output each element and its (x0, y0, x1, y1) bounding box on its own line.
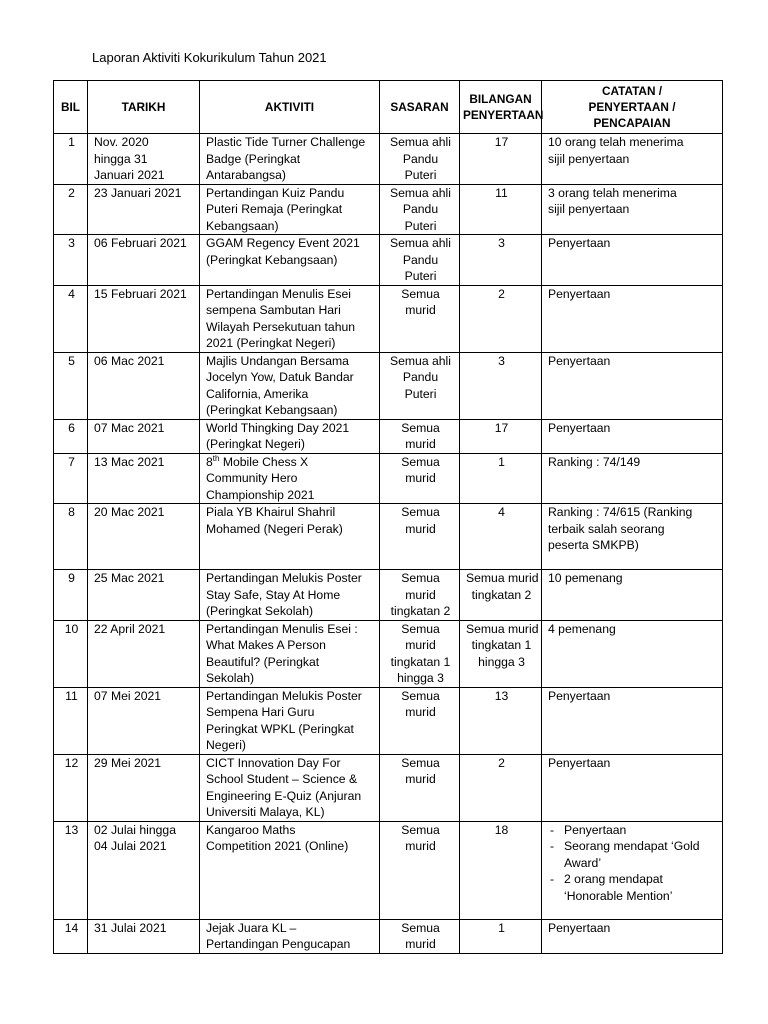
cell-catatan (542, 419, 723, 453)
cell-sasaran (380, 352, 460, 419)
cell-tarikh (88, 134, 200, 185)
catatan-list (548, 822, 718, 905)
aktiviti-line: Jejak Juara KL – (206, 920, 297, 935)
header-bil: BIL (54, 81, 88, 134)
cell-bil: 11 (54, 687, 88, 754)
catatan-list-item (548, 838, 718, 871)
catatan-line: Penyertaan (548, 420, 611, 435)
catatan-list-item (548, 871, 718, 904)
cell-sasaran (380, 687, 460, 754)
cell-bil: 7 (54, 453, 88, 504)
bilangan-line: 2 (498, 755, 505, 770)
table-row (54, 235, 723, 286)
cell-catatan (542, 285, 723, 352)
sasaran-line: murid (405, 772, 436, 786)
catatan-line: - 2 orang mendapat (564, 872, 663, 886)
sasaran-line: Semua ahli (390, 185, 451, 200)
aktiviti-line: (Peringkat Kebangsaan) (206, 252, 338, 267)
sasaran-line: Semua (401, 286, 440, 301)
bilangan-line: tingkatan 2 (471, 587, 532, 602)
catatan-line: peserta SMKPB) (548, 538, 639, 552)
cell-bil: 4 (54, 285, 88, 352)
cell-bilangan (460, 352, 542, 419)
catatan-line: Penyertaan (548, 688, 611, 703)
bilangan-line: 4 (498, 505, 505, 519)
sasaran-line: Puteri (404, 269, 437, 283)
tarikh-line: 29 Mei 2021 (94, 755, 162, 770)
cell-bilangan (460, 453, 542, 504)
aktiviti-line: Piala YB Khairul Shahril (206, 505, 336, 519)
cell-sasaran (380, 453, 460, 504)
header-catatan-line: PENYERTAAN / (588, 100, 676, 114)
catatan-line: Ranking : 74/149 (548, 454, 641, 469)
table-row (54, 919, 723, 953)
table-body (54, 134, 723, 954)
cell-bilangan (460, 419, 542, 453)
sasaran-line: Pandu (402, 151, 439, 166)
aktiviti-line: Pertandingan Menulis Esei (206, 286, 351, 301)
sasaran-line: Semua (401, 688, 440, 703)
catatan-line: - Seorang mendapat ‘Gold (564, 839, 700, 853)
cell-bil: 12 (54, 754, 88, 821)
cell-bil: 10 (54, 620, 88, 687)
catatan-line: 3 orang telah menerima (548, 185, 677, 200)
aktiviti-line: Sekolah) (206, 671, 255, 685)
tarikh-line: 06 Februari 2021 (94, 236, 187, 250)
catatan-line: Penyertaan (548, 920, 611, 935)
cell-bil: 2 (54, 184, 88, 235)
table-row (54, 184, 723, 235)
table-row (54, 821, 723, 919)
header-aktiviti: AKTIVITI (200, 81, 380, 134)
sasaran-line: murid (405, 587, 436, 602)
aktiviti-line: GGAM Regency Event 2021 (206, 236, 360, 250)
cell-aktiviti (200, 919, 380, 953)
header-catatan (542, 81, 723, 134)
cell-bilangan (460, 134, 542, 185)
header-sasaran: SASARAN (380, 81, 460, 134)
bilangan-line: 1 (498, 454, 505, 469)
sasaran-line: Semua (401, 420, 440, 435)
cell-bilangan (460, 620, 542, 687)
cell-tarikh (88, 285, 200, 352)
aktiviti-line: Pertandingan Melukis Poster (206, 571, 362, 585)
aktiviti-text: Mobile Chess X (219, 454, 309, 469)
cell-bilangan (460, 570, 542, 621)
sasaran-line: murid (405, 471, 436, 485)
table-row (54, 419, 723, 453)
tarikh-line: 25 Mac 2021 (94, 571, 165, 585)
aktiviti-line: World Thingking Day 2021 (206, 420, 350, 435)
cell-aktiviti (200, 235, 380, 286)
catatan-line: Penyertaan (548, 286, 611, 301)
catatan-line: Award’ (564, 855, 602, 870)
sasaran-line: Pandu (402, 252, 439, 267)
cell-sasaran (380, 919, 460, 953)
aktiviti-line: Puteri Remaja (Peringkat (206, 202, 343, 216)
bilangan-line: Semua murid (466, 621, 539, 636)
aktiviti-line: Wilayah Persekutuan tahun (206, 319, 356, 334)
cell-tarikh (88, 919, 200, 953)
tarikh-line: 20 Mac 2021 (94, 505, 165, 519)
aktiviti-line: Mohamed (Negeri Perak) (206, 521, 343, 536)
catatan-line: Penyertaan (548, 353, 611, 368)
cell-bilangan (460, 504, 542, 570)
sasaran-line: tingkatan 2 (390, 604, 451, 618)
header-bilangan-line: BILANGAN (469, 92, 532, 106)
header-catatan-line: PENCAPAIAN (593, 116, 671, 130)
sasaran-line: murid (405, 839, 436, 853)
cell-catatan (542, 821, 723, 919)
table-row (54, 504, 723, 570)
sasaran-line: Pandu (402, 202, 439, 216)
cell-catatan (542, 134, 723, 185)
sasaran-line: murid (405, 303, 436, 317)
cell-sasaran (380, 184, 460, 235)
cell-sasaran (380, 570, 460, 621)
cell-aktiviti (200, 134, 380, 185)
cell-tarikh (88, 754, 200, 821)
cell-catatan (542, 352, 723, 419)
aktiviti-line: CICT Innovation Day For (206, 755, 341, 770)
cell-catatan (542, 687, 723, 754)
catatan-line: Penyertaan (548, 755, 611, 770)
cell-catatan (542, 919, 723, 953)
tarikh-line: Nov. 2020 (94, 135, 149, 149)
bilangan-line: hingga 3 (478, 654, 525, 669)
aktiviti-line: Badge (Peringkat (206, 151, 301, 166)
sasaran-line: Semua (401, 454, 440, 469)
bilangan-line: 2 (498, 286, 505, 301)
tarikh-line: 31 Julai 2021 (94, 920, 167, 935)
sasaran-line: Semua (401, 755, 440, 770)
sasaran-line: Semua (401, 822, 440, 837)
aktiviti-line: Pertandingan Menulis Esei : (206, 621, 358, 636)
sasaran-line: Puteri (404, 168, 437, 182)
cell-aktiviti (200, 352, 380, 419)
cell-bilangan (460, 184, 542, 235)
page-title: Laporan Aktiviti Kokurikulum Tahun 2021 (92, 50, 327, 65)
cell-aktiviti (200, 285, 380, 352)
sasaran-line: Semua (401, 621, 440, 636)
cell-catatan (542, 235, 723, 286)
cell-catatan (542, 453, 723, 504)
cell-bilangan (460, 821, 542, 919)
table-row (54, 620, 723, 687)
sasaran-line: Semua ahli (390, 353, 451, 368)
header-bilangan (460, 81, 542, 134)
aktiviti-line: Jocelyn Yow, Datuk Bandar (206, 370, 354, 384)
cell-tarikh (88, 570, 200, 621)
header-catatan-line: CATATAN / (601, 84, 663, 98)
aktiviti-line: (Peringkat Negeri) (206, 437, 305, 451)
cell-sasaran (380, 620, 460, 687)
sasaran-line: Puteri (404, 386, 437, 401)
cell-tarikh (88, 504, 200, 570)
bilangan-line: 17 (494, 420, 509, 435)
aktiviti-line: Competition 2021 (Online) (206, 839, 349, 853)
cell-tarikh (88, 419, 200, 453)
bilangan-line: 1 (498, 920, 505, 935)
table-row (54, 352, 723, 419)
tarikh-line: 06 Mac 2021 (94, 353, 165, 368)
sasaran-line: murid (405, 437, 436, 451)
tarikh-line: 07 Mac 2021 (94, 420, 165, 435)
aktiviti-line: Antarabangsa) (206, 168, 286, 182)
cell-tarikh (88, 620, 200, 687)
header-tarikh: TARIKH (88, 81, 200, 134)
bilangan-line: 17 (494, 135, 509, 149)
tarikh-line: 07 Mei 2021 (94, 688, 162, 703)
sasaran-line: murid (405, 937, 436, 951)
cell-tarikh (88, 687, 200, 754)
aktiviti-line: Engineering E-Quiz (Anjuran (206, 788, 362, 803)
cell-catatan (542, 754, 723, 821)
cell-sasaran (380, 235, 460, 286)
cell-aktiviti (200, 687, 380, 754)
bilangan-line: tingkatan 1 (471, 638, 532, 652)
cell-aktiviti (200, 453, 380, 504)
sasaran-line: Semua ahli (390, 135, 451, 149)
sasaran-line: tingkatan 1 (390, 654, 451, 669)
catatan-line: sijil penyertaan (548, 202, 630, 216)
aktiviti-line: sempena Sambutan Hari (206, 303, 341, 317)
catatan-line: terbaik salah seorang (548, 521, 665, 536)
aktiviti-ordinal-suffix: th (212, 453, 220, 463)
aktiviti-line: (Peringkat Sekolah) (206, 604, 314, 618)
aktiviti-line: What Makes A Person (206, 638, 326, 652)
catatan-line: 4 pemenang (548, 621, 616, 636)
tarikh-line: 04 Julai 2021 (94, 839, 167, 853)
aktiviti-line: Pertandingan Pengucapan (206, 937, 351, 951)
cell-aktiviti (200, 754, 380, 821)
cell-sasaran (380, 134, 460, 185)
cell-tarikh (88, 352, 200, 419)
catatan-list-item (548, 822, 718, 839)
cell-catatan (542, 570, 723, 621)
cell-bil: 5 (54, 352, 88, 419)
cell-sasaran (380, 504, 460, 570)
catatan-line: 10 pemenang (548, 571, 623, 585)
cell-bilangan (460, 919, 542, 953)
aktiviti-line: Pertandingan Kuiz Pandu (206, 185, 345, 200)
bilangan-line: Semua murid (466, 571, 539, 585)
cell-bil: 3 (54, 235, 88, 286)
table-row (54, 754, 723, 821)
aktiviti-line: Peringkat WPKL (Peringkat (206, 721, 354, 736)
activity-table (53, 80, 723, 954)
aktiviti-line: California, Amerika (206, 386, 309, 401)
catatan-line: Penyertaan (548, 236, 611, 250)
cell-bil: 8 (54, 504, 88, 570)
sasaran-line: murid (405, 638, 436, 652)
catatan-line: sijil penyertaan (548, 151, 630, 166)
bilangan-line: 11 (495, 185, 508, 200)
aktiviti-ordinal: 8 (206, 454, 213, 469)
aktiviti-line: Community Hero (206, 471, 298, 485)
bilangan-line: 13 (494, 688, 509, 703)
cell-bilangan (460, 754, 542, 821)
cell-aktiviti (200, 504, 380, 570)
sasaran-line: Pandu (402, 370, 439, 384)
tarikh-line: 02 Julai hingga (94, 822, 176, 837)
table-row (54, 134, 723, 185)
sasaran-line: Puteri (404, 218, 437, 233)
catatan-line: ‘Honorable Mention’ (564, 888, 673, 903)
tarikh-line: 23 Januari 2021 (94, 185, 182, 200)
sasaran-line: Semua (401, 505, 440, 519)
cell-aktiviti (200, 419, 380, 453)
cell-catatan (542, 620, 723, 687)
catatan-line: Ranking : 74/615 (Ranking (548, 505, 693, 519)
bilangan-line: 3 (498, 353, 505, 368)
cell-tarikh (88, 821, 200, 919)
bilangan-line: 18 (494, 822, 509, 837)
sasaran-line: Semua ahli (390, 236, 451, 250)
tarikh-line: 15 Februari 2021 (94, 286, 187, 301)
cell-aktiviti (200, 620, 380, 687)
catatan-line: - Penyertaan (564, 822, 627, 837)
tarikh-line: 13 Mac 2021 (94, 454, 165, 469)
cell-catatan (542, 504, 723, 570)
aktiviti-line: Sempena Hari Guru (206, 705, 315, 719)
sasaran-line: murid (405, 521, 436, 536)
aktiviti-line: Championship 2021 (206, 487, 315, 502)
cell-catatan (542, 184, 723, 235)
aktiviti-line: Plastic Tide Turner Challenge (206, 135, 366, 149)
cell-tarikh (88, 235, 200, 286)
aktiviti-line: Majlis Undangan Bersama (206, 353, 349, 368)
aktiviti-line: Universiti Malaya, KL) (206, 805, 325, 819)
cell-sasaran (380, 419, 460, 453)
table-row (54, 570, 723, 621)
cell-bil: 1 (54, 134, 88, 185)
table-row (54, 285, 723, 352)
cell-sasaran (380, 754, 460, 821)
aktiviti-line: School Student – Science & (206, 772, 358, 786)
table-row (54, 687, 723, 754)
aktiviti-line: Pertandingan Melukis Poster (206, 688, 362, 703)
cell-sasaran (380, 285, 460, 352)
aktiviti-line: Kangaroo Maths (206, 822, 296, 837)
cell-aktiviti (200, 184, 380, 235)
sasaran-line: Semua (401, 571, 440, 585)
cell-aktiviti (200, 821, 380, 919)
sasaran-line: hingga 3 (397, 671, 444, 685)
cell-bil: 9 (54, 570, 88, 621)
sasaran-line: Semua (401, 920, 440, 935)
cell-aktiviti (200, 570, 380, 621)
tarikh-line: Januari 2021 (94, 168, 165, 182)
aktiviti-line: Negeri) (206, 738, 246, 752)
sasaran-line: murid (405, 705, 436, 719)
header-bilangan-line: PENYERTAAN (463, 108, 544, 122)
cell-bil: 14 (54, 919, 88, 953)
cell-bil: 13 (54, 821, 88, 919)
aktiviti-line: (Peringkat Kebangsaan) (206, 403, 338, 417)
tarikh-line: 22 April 2021 (94, 621, 166, 636)
tarikh-line: hingga 31 (94, 151, 148, 166)
table-row (54, 453, 723, 504)
aktiviti-line: Stay Safe, Stay At Home (206, 587, 341, 602)
aktiviti-line: Beautiful? (Peringkat (206, 654, 320, 669)
cell-tarikh (88, 453, 200, 504)
cell-tarikh (88, 184, 200, 235)
cell-bil: 6 (54, 419, 88, 453)
aktiviti-line: 2021 (Peringkat Negeri) (206, 336, 336, 350)
cell-bilangan (460, 235, 542, 286)
cell-bilangan (460, 687, 542, 754)
bilangan-line: 3 (498, 236, 505, 250)
aktiviti-line: Kebangsaan) (206, 218, 279, 233)
aktiviti-line (206, 454, 375, 471)
cell-sasaran (380, 821, 460, 919)
table-header-row (54, 81, 723, 134)
cell-bilangan (460, 285, 542, 352)
catatan-line: 10 orang telah menerima (548, 135, 684, 149)
